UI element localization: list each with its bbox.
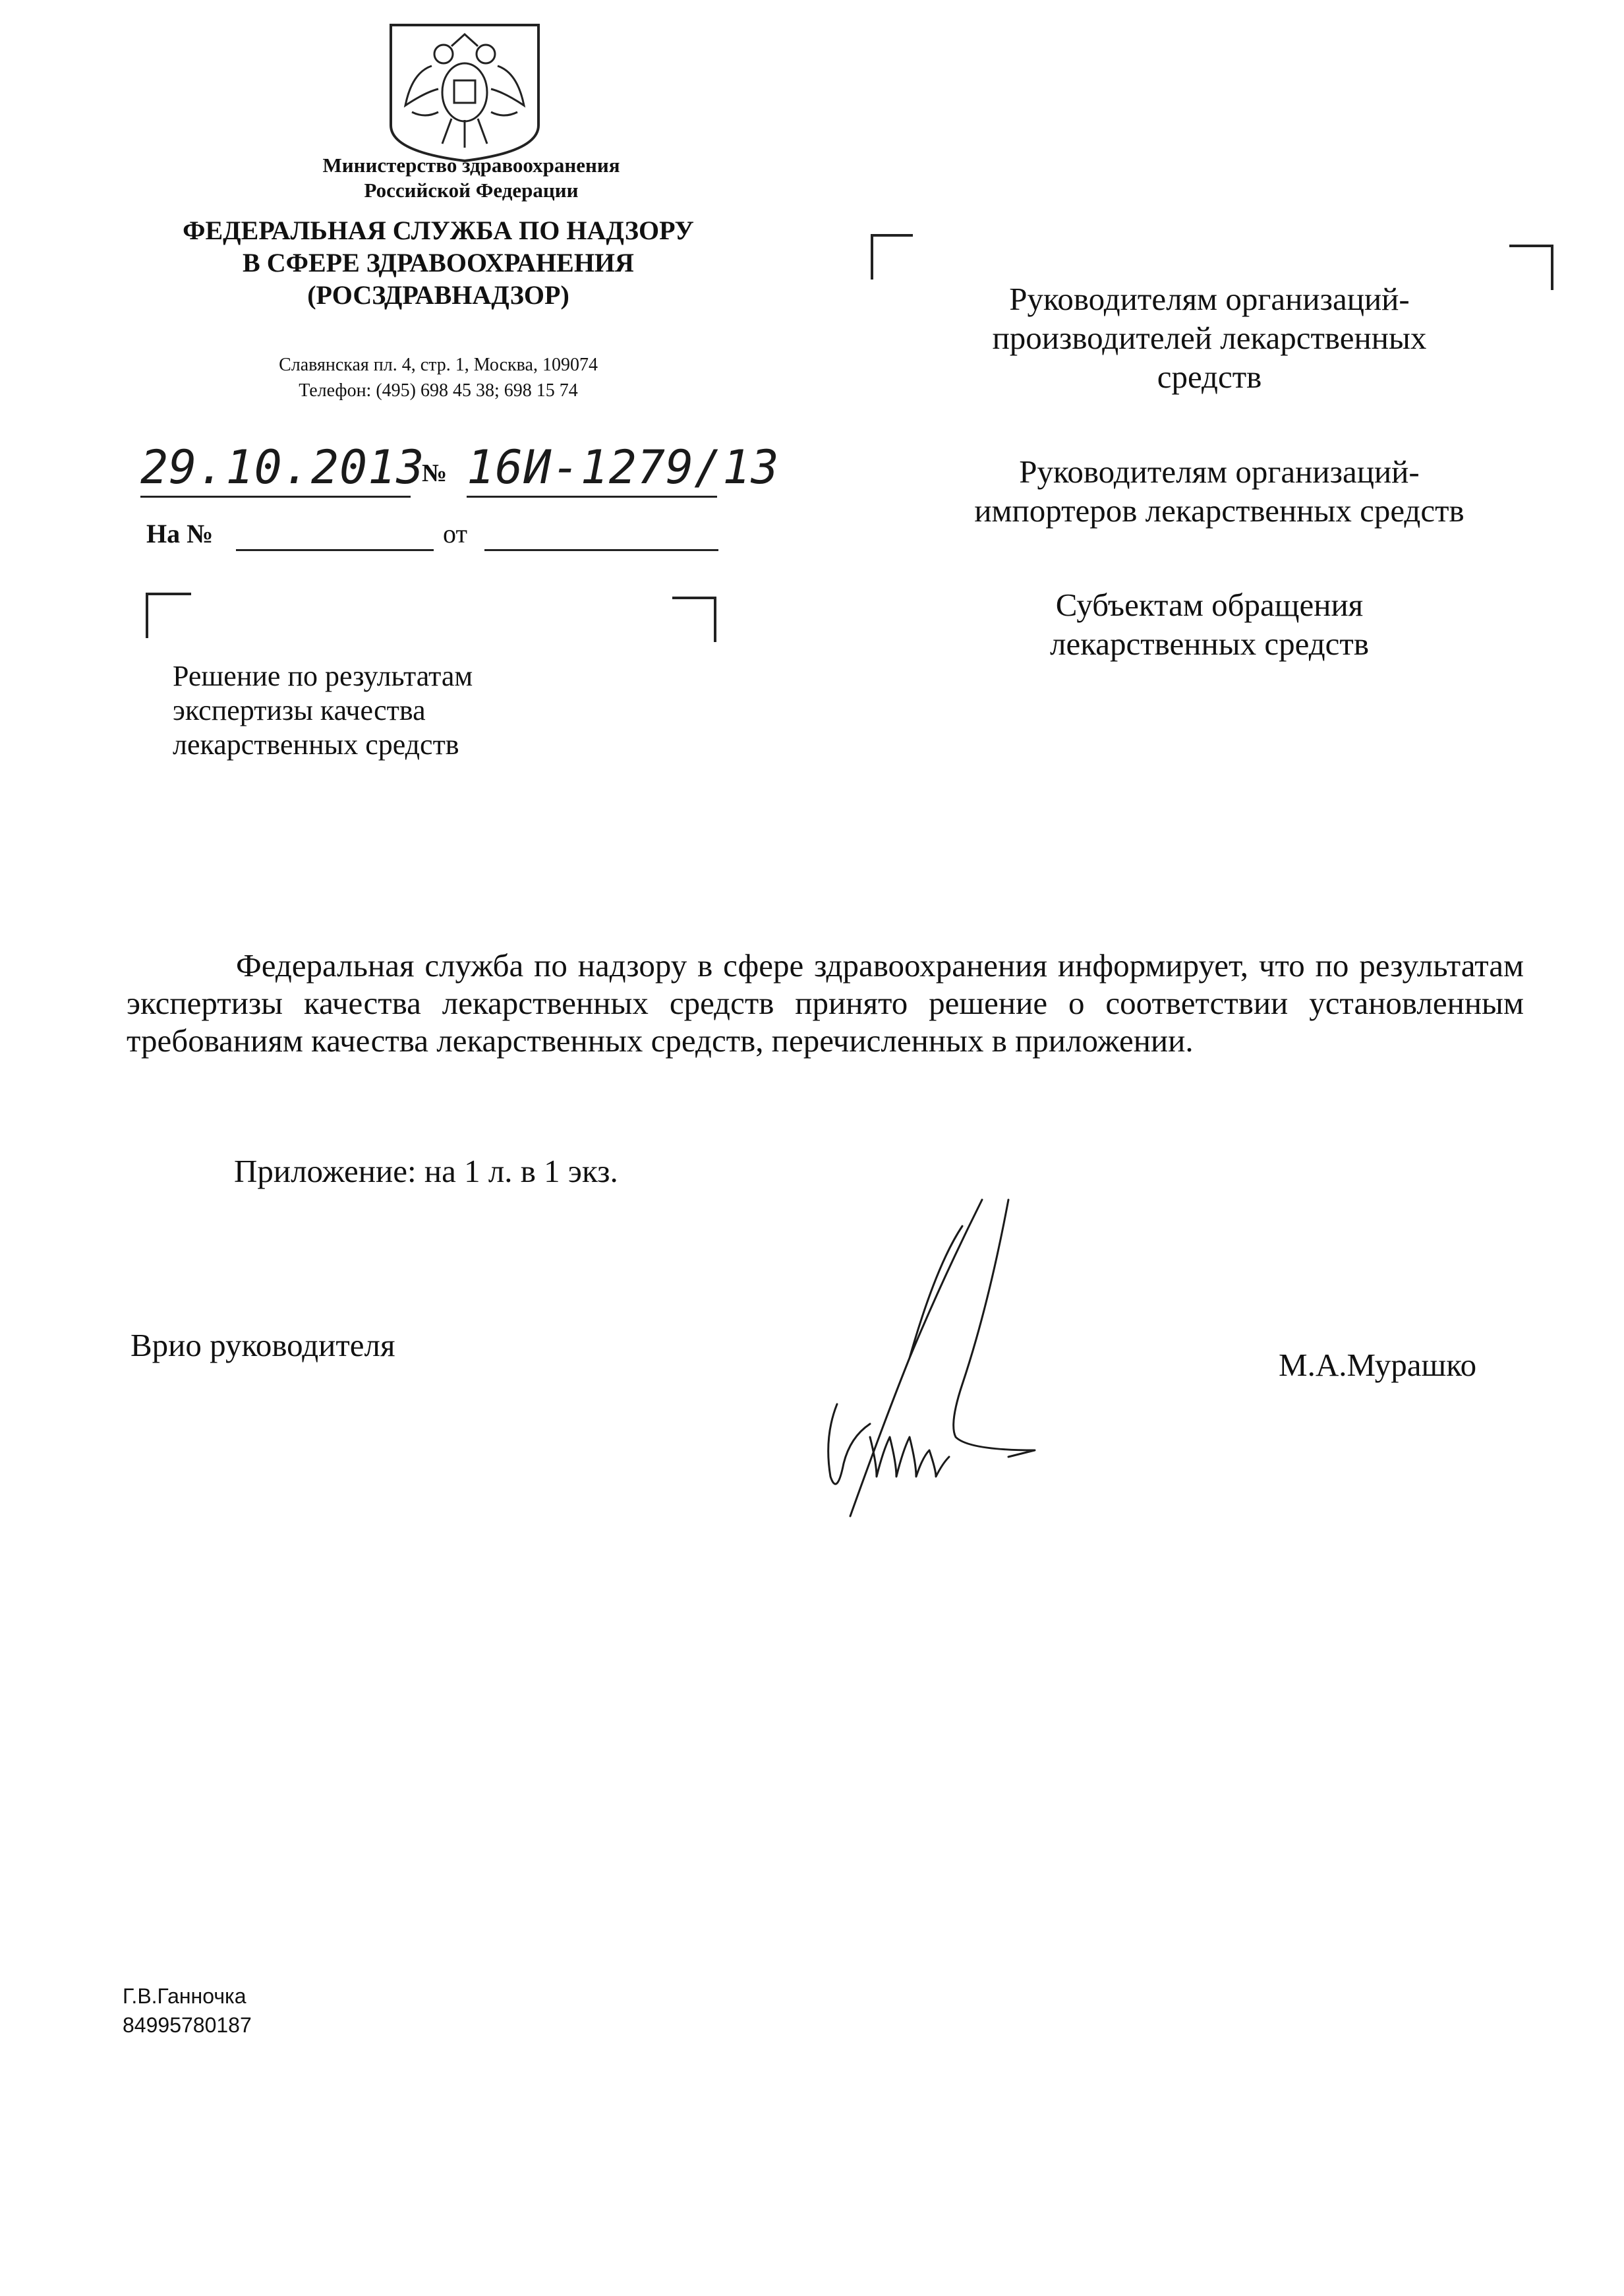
recipient-line: производителей лекарственных bbox=[992, 320, 1427, 356]
ministry-line: Российской Федерации bbox=[364, 179, 579, 202]
na-label: На № bbox=[146, 519, 214, 548]
recipient-line: импортеров лекарственных средств bbox=[974, 492, 1464, 529]
service-line: В СФЕРЕ ЗДРАВООХРАНЕНИЯ bbox=[243, 248, 634, 278]
ministry-name bbox=[218, 153, 725, 203]
subject-line: лекарственных средств bbox=[173, 728, 459, 761]
address: Славянская пл. 4, стр. 1, Москва, 109074 bbox=[279, 355, 598, 375]
number-underline bbox=[467, 496, 717, 498]
recipient-block bbox=[903, 280, 1516, 396]
date-underline bbox=[140, 496, 411, 498]
signatory-name: М.А.Мурашко bbox=[1279, 1347, 1477, 1383]
ot-date-field bbox=[484, 549, 718, 551]
service-line: (РОСЗДРАВНАДЗОР) bbox=[307, 280, 569, 310]
recipient-block bbox=[903, 452, 1536, 530]
executor-phone: 84995780187 bbox=[123, 2013, 252, 2037]
service-name bbox=[142, 214, 735, 311]
letter-body bbox=[127, 947, 1524, 1059]
subject-line: экспертизы качества bbox=[173, 694, 426, 726]
document-number: 16И-1279/13 bbox=[467, 440, 780, 494]
na-number-field bbox=[236, 549, 434, 551]
attachment-note: Приложение: на 1 л. в 1 экз. bbox=[234, 1153, 618, 1189]
ministry-line: Министерство здравоохранения bbox=[322, 154, 620, 177]
number-sign: № bbox=[422, 459, 448, 487]
subject-line: Решение по результатам bbox=[173, 660, 473, 692]
ot-label: от bbox=[443, 519, 467, 548]
service-line: ФЕДЕРАЛЬНАЯ СЛУЖБА ПО НАДЗОРУ bbox=[183, 216, 694, 245]
corner-bracket-icon bbox=[1509, 244, 1555, 290]
recipient-line: Руководителям организаций- bbox=[1009, 281, 1410, 317]
recipient-line: средств bbox=[1157, 359, 1262, 395]
signature-icon bbox=[811, 1187, 1068, 1529]
recipient-line: Субъектам обращения bbox=[1055, 587, 1364, 623]
executor-block bbox=[123, 1982, 252, 2040]
recipient-line: Руководителям организаций- bbox=[1019, 454, 1420, 490]
executor-name: Г.В.Ганночка bbox=[123, 1984, 246, 2008]
document-date: 29.10.2013 bbox=[140, 440, 425, 494]
corner-bracket-icon bbox=[870, 233, 929, 280]
phone: Телефон: (495) 698 45 38; 698 15 74 bbox=[299, 380, 578, 401]
signatory-role: Врио руководителя bbox=[130, 1327, 395, 1363]
address-block bbox=[198, 352, 679, 403]
coat-of-arms-emblem-icon bbox=[386, 20, 544, 165]
recipient-line: лекарственных средств bbox=[1050, 626, 1369, 662]
subject-block bbox=[173, 659, 568, 762]
corner-bracket-icon bbox=[672, 596, 718, 642]
corner-bracket-icon bbox=[145, 592, 198, 638]
body-paragraph: Федеральная служба по надзору в сфере здравоохранения информирует, что по результатам экспертизы качества лекарственных средств принято решение о соответствии установленным требованиям качества лекарственных средств, перечисленных в приложении. bbox=[127, 947, 1524, 1059]
recipient-block bbox=[903, 585, 1516, 663]
